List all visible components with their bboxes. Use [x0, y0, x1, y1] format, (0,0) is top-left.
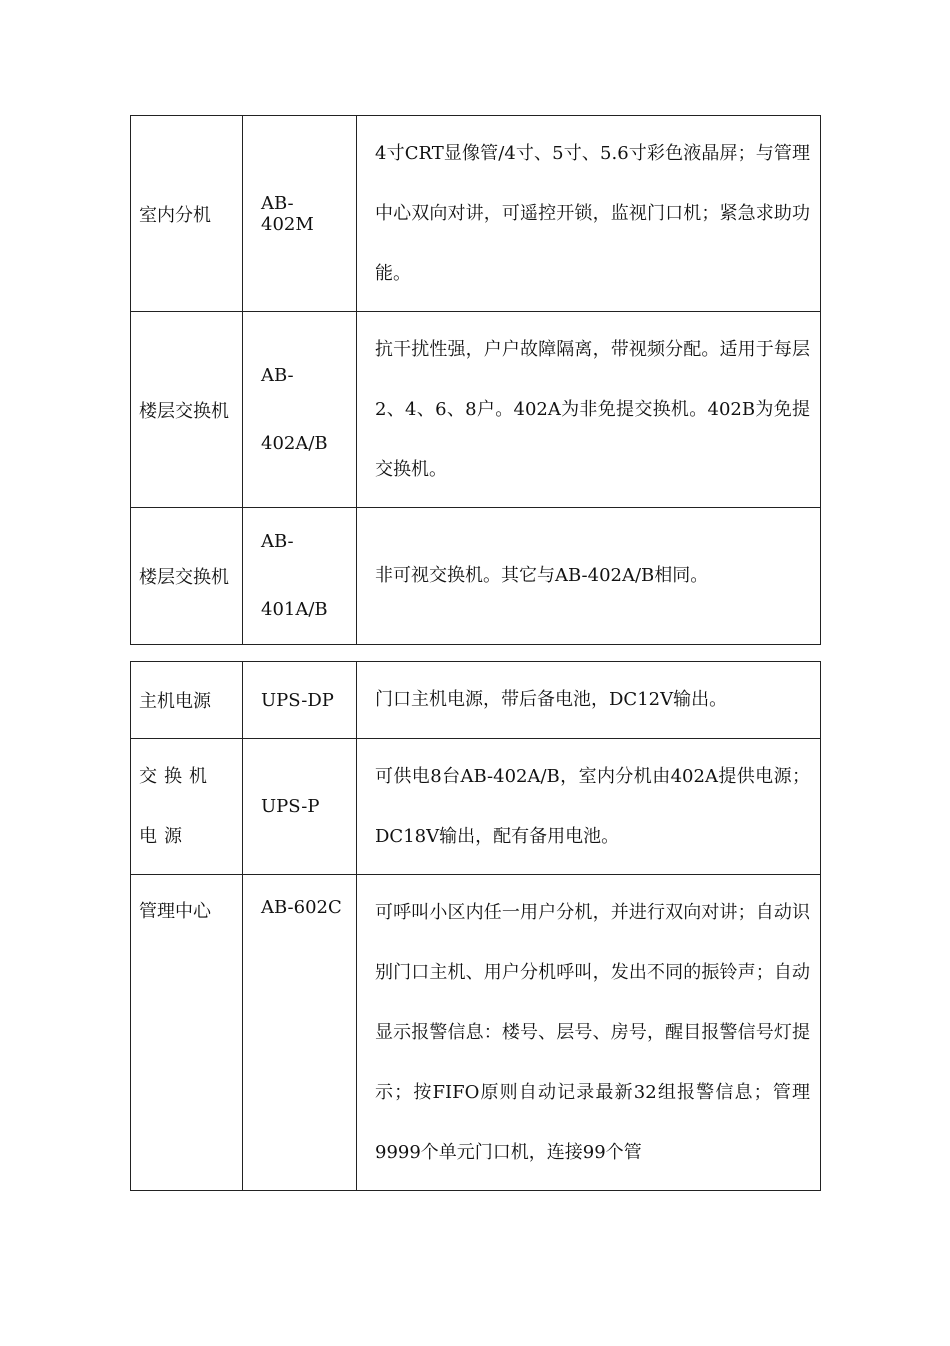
device-table-2: [130, 661, 821, 1191]
table-row: [131, 662, 821, 739]
device-name-cell: 交换机电源: [131, 739, 243, 875]
table-row: [131, 508, 821, 645]
description-cell: 可供电8台AB-402A/B，室内分机由402A提供电源；DC18V输出，配有备用电池。: [357, 739, 821, 875]
table-row: [131, 312, 821, 508]
model-cell: UPS-P: [243, 739, 357, 875]
description-cell: 门口主机电源，带后备电池，DC12V输出。: [357, 662, 821, 739]
model-cell: AB- 402A/B: [243, 312, 357, 508]
device-name-cell: 管理中心: [131, 875, 243, 1191]
model-cell: AB-402M: [243, 116, 357, 312]
device-name-cell: 室内分机: [131, 116, 243, 312]
table-row: [131, 739, 821, 875]
device-name-cell: 楼层交换机: [131, 508, 243, 645]
table-row: [131, 875, 821, 1191]
device-name-cell: 主机电源: [131, 662, 243, 739]
description-cell: 4寸CRT显像管/4寸、5寸、5.6寸彩色液晶屏；与管理中心双向对讲，可遥控开锁，监视门口机；紧急求助功能。: [357, 116, 821, 312]
device-table-1: [130, 115, 821, 645]
model-cell: AB-602C: [243, 875, 357, 1191]
description-cell: 可呼叫小区内任一用户分机，并进行双向对讲；自动识别门口主机、用户分机呼叫，发出不同的振铃声；自动显示报警信息：楼号、层号、房号，醒目报警信号灯提示；按FIFO原则自动记录最新32组报警信息；管理9999个单元门口机，连接99个管: [357, 875, 821, 1191]
model-cell: AB- 401A/B: [243, 508, 357, 645]
description-cell: 非可视交换机。其它与AB-402A/B相同。: [357, 508, 821, 645]
device-name-cell: 楼层交换机: [131, 312, 243, 508]
model-cell: UPS-DP: [243, 662, 357, 739]
table-row: [131, 116, 821, 312]
description-cell: 抗干扰性强，户户故障隔离，带视频分配。适用于每层2、4、6、8户。402A为非免提交换机。402B为免提交换机。: [357, 312, 821, 508]
